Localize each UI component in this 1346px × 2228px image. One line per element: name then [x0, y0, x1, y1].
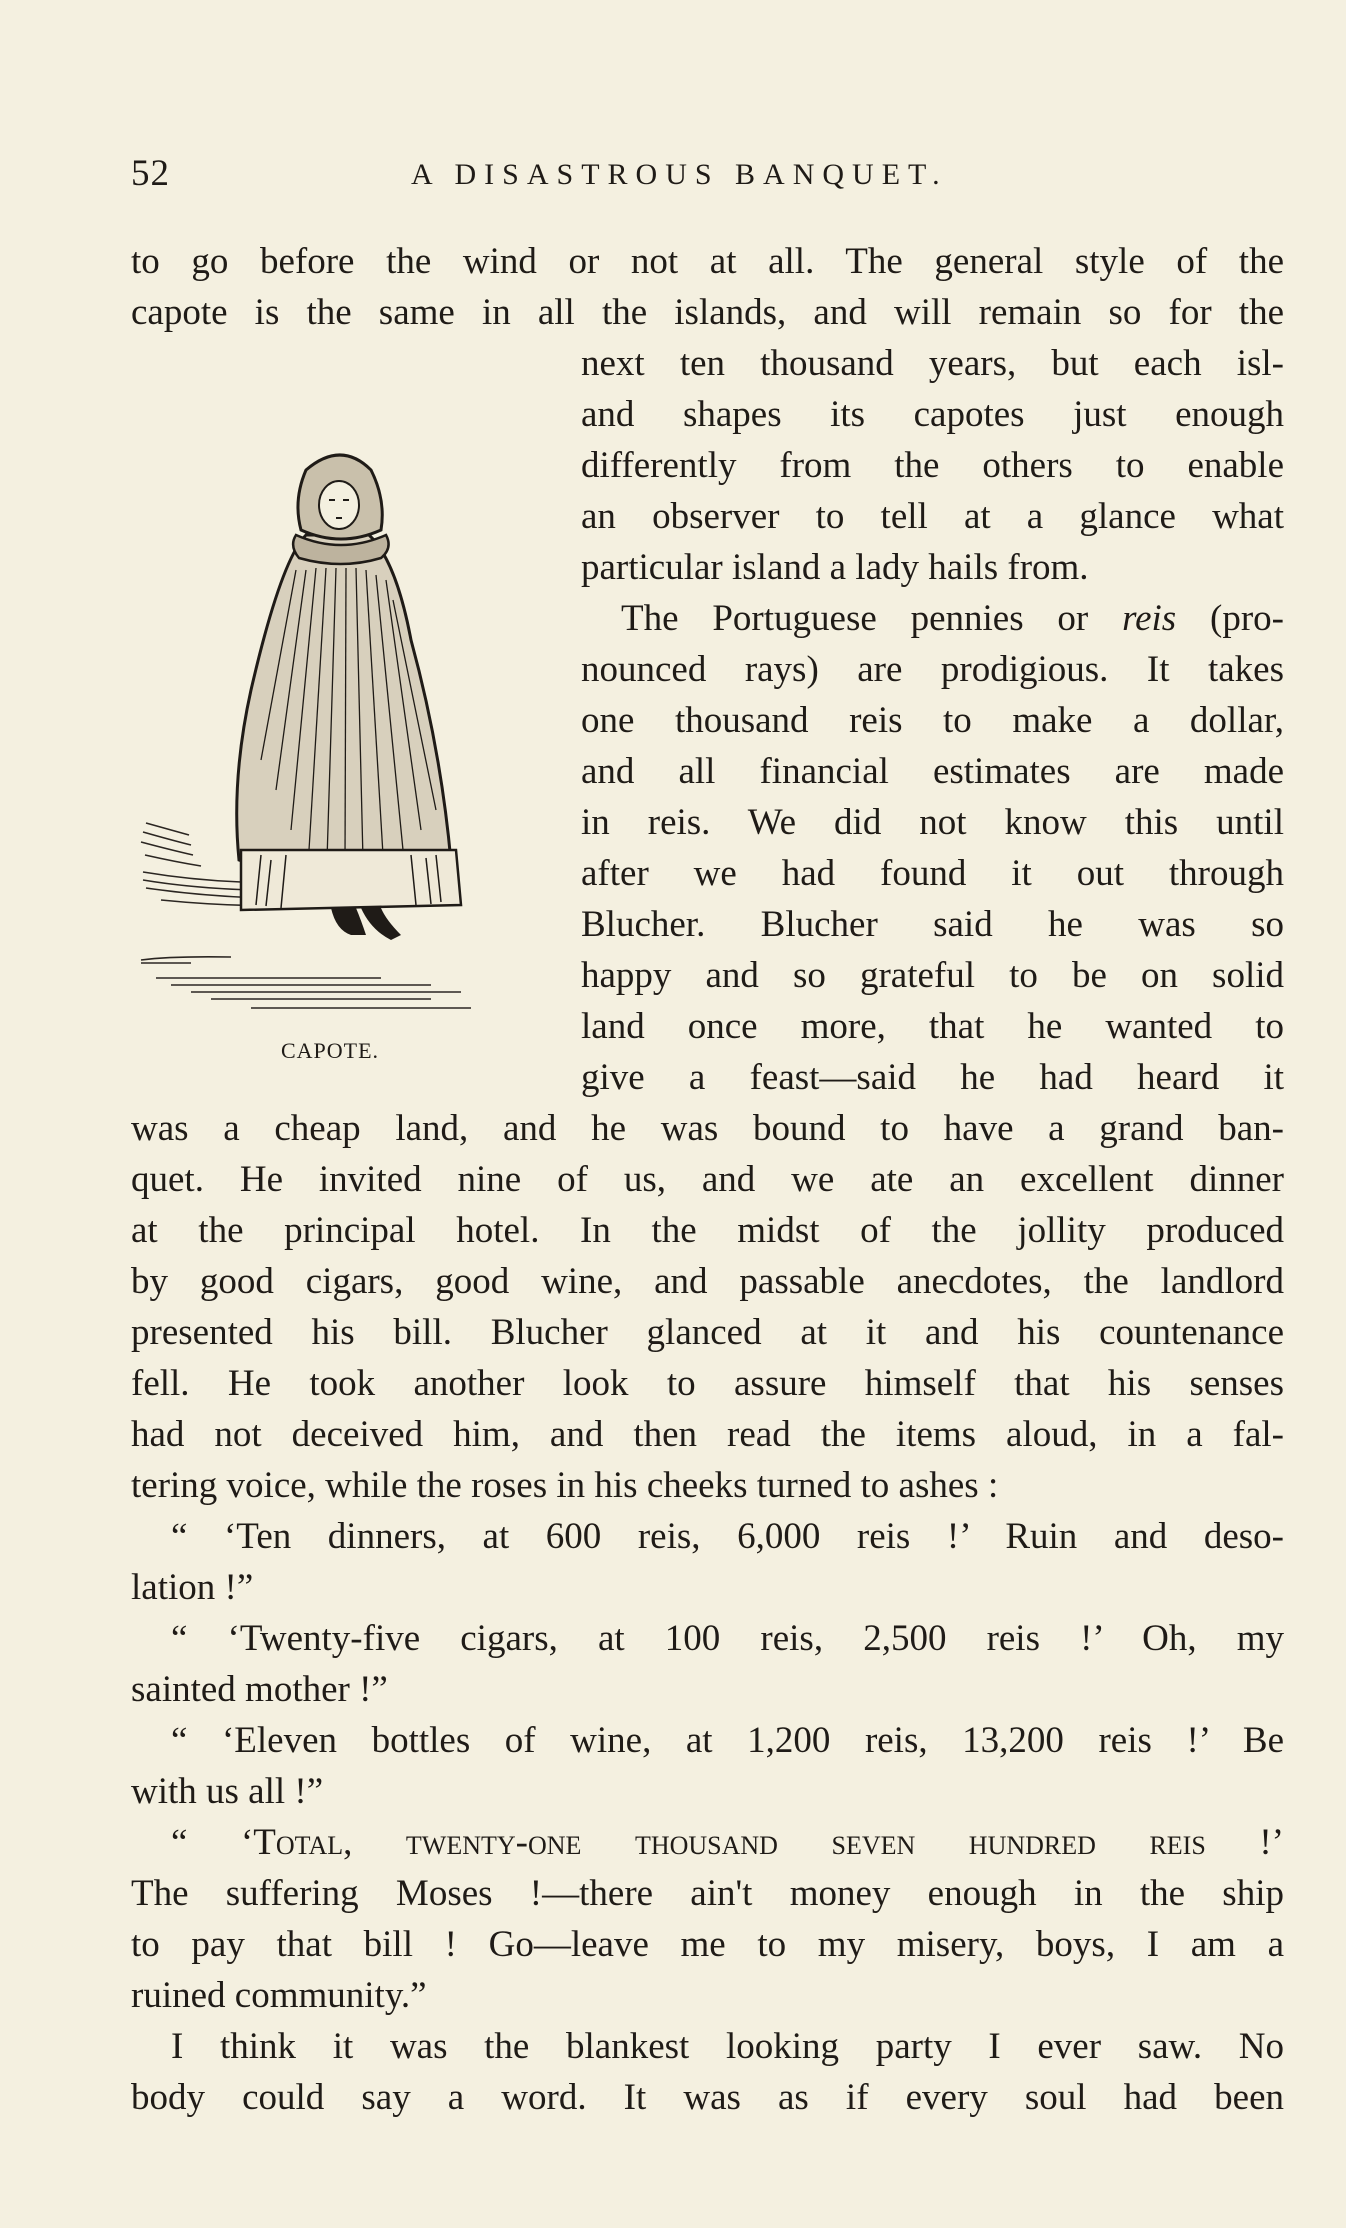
- text-line: had not deceived him, and then read the items aloud, in a fal-: [131, 1414, 1284, 1455]
- text-line: give a feast—said he had heard it: [581, 1057, 1284, 1098]
- text-line: after we had found it out through: [581, 853, 1284, 894]
- text-line: The suffering Moses !—there ain't money enough in the ship: [131, 1873, 1284, 1914]
- text-line: Blucher. Blucher said he was so: [581, 904, 1284, 945]
- text-line: to pay that bill ! Go—leave me to my misery, boys, I am a: [131, 1924, 1284, 1965]
- text-line: fell. He took another look to assure himself that his senses: [131, 1363, 1284, 1404]
- text-line: an observer to tell at a glance what: [581, 496, 1284, 537]
- text-line: at the principal hotel. In the midst of the jollity produced: [131, 1210, 1284, 1251]
- text-line: “ ‘Eleven bottles of wine, at 1,200 reis, 13,200 reis !’ Be: [171, 1720, 1284, 1761]
- text-line: and all financial estimates are made: [581, 751, 1284, 792]
- figure-caption: CAPOTE.: [281, 1038, 380, 1063]
- text-line: and shapes its capotes just enough: [581, 394, 1284, 435]
- text-line: capote is the same in all the islands, and will remain so for the: [131, 292, 1284, 333]
- text-line: nounced rays) are prodigious. It takes: [581, 649, 1284, 690]
- body-text: [131, 236, 1284, 2123]
- text-line: presented his bill. Blucher glanced at it and his countenance: [131, 1312, 1284, 1353]
- text-line: [131, 593, 1284, 644]
- running-title: A DISASTROUS BANQUET.: [411, 158, 948, 191]
- text-line: “ ‘Total, twenty-one thousand seven hundred reis !’: [171, 1822, 1284, 1863]
- text-line: happy and so grateful to be on solid: [581, 955, 1284, 996]
- page-number: 52: [131, 153, 170, 194]
- text-line: tering voice, while the roses in his cheeks turned to ashes :: [131, 1465, 999, 1506]
- text-line: in reis. We did not know this until: [581, 802, 1284, 843]
- text-line: by good cigars, good wine, and passable anecdotes, the landlord: [131, 1261, 1284, 1302]
- text-line: quet. He invited nine of us, and we ate an excellent dinner: [131, 1159, 1284, 1200]
- text-line: was a cheap land, and he was bound to have a grand ban-: [131, 1108, 1284, 1149]
- text-line: body could say a word. It was as if every soul had been: [131, 2077, 1284, 2118]
- text-line: land once more, that he wanted to: [581, 1006, 1284, 1047]
- text-line: ruined community.”: [131, 1975, 427, 2016]
- text-line: “ ‘Ten dinners, at 600 reis, 6,000 reis !’ Ruin and deso-: [171, 1516, 1284, 1557]
- text-line: next ten thousand years, but each isl-: [581, 343, 1284, 384]
- text-segment: The Portuguese pennies or: [621, 598, 1123, 639]
- running-head: [131, 152, 1031, 198]
- text-line: I think it was the blankest looking party I ever saw. No: [171, 2026, 1284, 2067]
- text-line: particular island a lady hails from.: [581, 547, 1089, 588]
- text-line: one thousand reis to make a dollar,: [581, 700, 1284, 741]
- text-line: “ ‘Twenty-five cigars, at 100 reis, 2,500 reis !’ Oh, my: [171, 1618, 1284, 1659]
- text-line: to go before the wind or not at all. The general style of the: [131, 241, 1284, 282]
- text-segment: (pro-: [1176, 598, 1285, 639]
- text-line: differently from the others to enable: [581, 445, 1284, 486]
- text-line: lation !”: [131, 1567, 254, 1608]
- text-line: sainted mother !”: [131, 1669, 388, 1710]
- italic-word: reis: [1122, 598, 1177, 639]
- text-line: with us all !”: [131, 1771, 324, 1812]
